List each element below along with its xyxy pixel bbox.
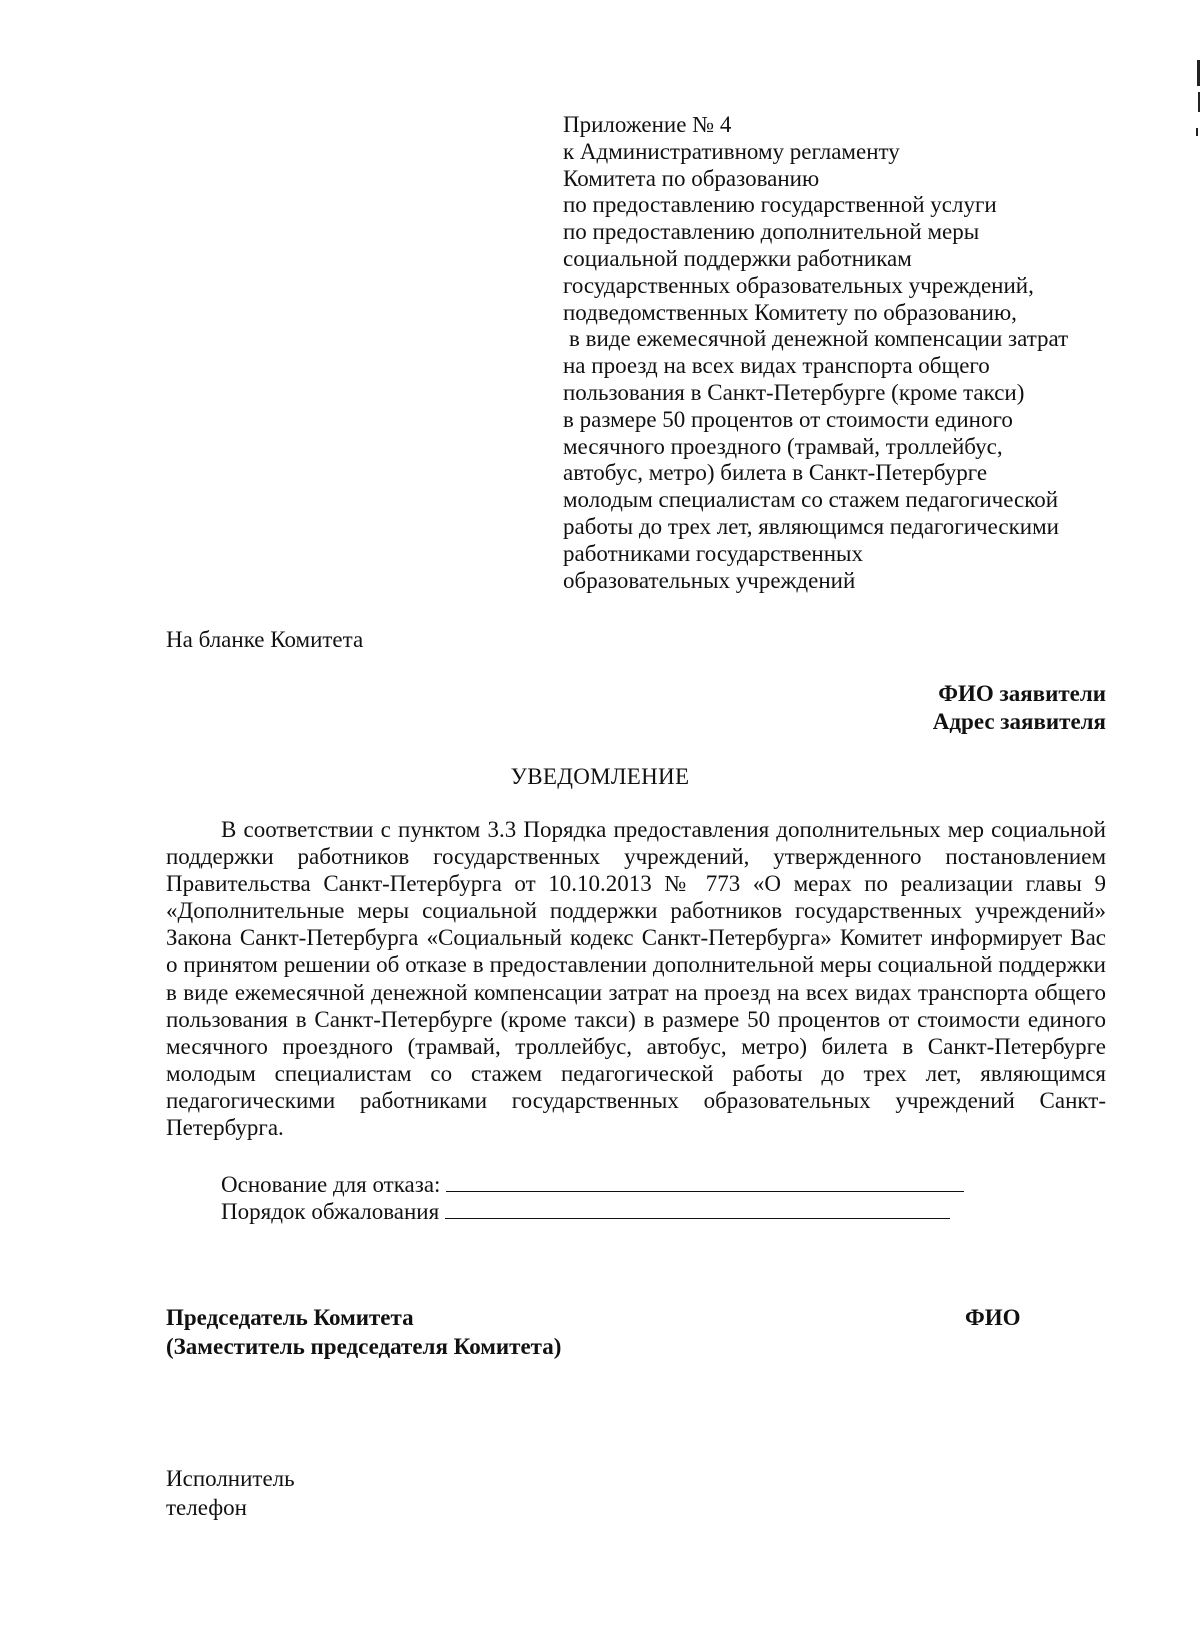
executor-label: Исполнитель xyxy=(166,1466,295,1491)
refusal-reason-row xyxy=(221,1171,964,1198)
appendix-line: государственных образовательных учреждений, xyxy=(563,272,1034,298)
appendix-line: образовательных учреждений xyxy=(563,567,856,593)
appendix-line: по предоставлению дополнительной меры xyxy=(563,219,980,245)
appendix-line: в виде ежемесячной денежной компенсации затрат xyxy=(569,326,1069,352)
appendix-line: месячного проездного (трамвай, троллейбус, xyxy=(563,433,1003,459)
executor-block xyxy=(166,1464,295,1522)
appendix-block xyxy=(563,112,1123,594)
applicant-name: ФИО заявители xyxy=(938,681,1106,706)
refusal-reason-label: Основание для отказа: xyxy=(221,1172,441,1197)
applicant-address: Адрес заявителя xyxy=(932,709,1106,734)
appendix-line: в размере 50 процентов от стоимости единого xyxy=(563,406,1013,432)
signatory-name: ФИО xyxy=(965,1305,1021,1330)
appendix-line: подведомственных Комитету по образованию, xyxy=(563,299,1017,325)
executor-phone: телефон xyxy=(166,1495,247,1520)
appendix-line: молодым специалистам со стажем педагогической xyxy=(563,487,1059,513)
signatory-title: Председатель Комитета xyxy=(166,1305,414,1330)
appendix-line: работниками государственных xyxy=(563,540,863,566)
document-title: УВЕДОМЛЕНИЕ xyxy=(510,764,690,789)
appeal-procedure-blank xyxy=(445,1198,950,1219)
appendix-line: Приложение № 4 xyxy=(563,112,732,137)
appendix-line: к Административному регламенту xyxy=(563,138,900,164)
appendix-line: пользования в Санкт-Петербурге (кроме такси) xyxy=(563,379,1025,405)
appendix-line: Комитета по образованию xyxy=(563,165,820,191)
refusal-reason-blank xyxy=(446,1171,964,1192)
appendix-line: социальной поддержки работникам xyxy=(563,245,912,271)
applicant-block xyxy=(933,680,1106,736)
appendix-line: работы до трех лет, являющимся педагогическими xyxy=(563,513,1059,539)
appeal-procedure-row xyxy=(221,1198,950,1225)
appeal-procedure-label: Порядок обжалования xyxy=(221,1199,440,1224)
signatory-deputy: (Заместитель председателя Комитета) xyxy=(166,1334,562,1359)
appendix-line: на проезд на всех видах транспорта общего xyxy=(563,353,990,379)
appendix-line: по предоставлению государственной услуги xyxy=(563,192,997,218)
scan-artifact xyxy=(1196,128,1198,136)
signatory-position xyxy=(166,1303,561,1361)
appendix-line: автобус, метро) билета в Санкт-Петербурге xyxy=(563,460,988,486)
letterhead-note: На бланке Комитета xyxy=(166,627,364,652)
notification-body: В соответствии с пунктом 3.3 Порядка предоставления дополнительных мер социальной поддержки работников государственных учреждений, утвержденного постановлением Правительства Санкт-Петербурга от 10.10.2013 № 773 «О мерах по реализации главы 9 «Дополнительные меры социальной поддержки работников государственных учреждений» Закона Санкт-Петербурга «Социальный кодекс Санкт-Петербурга» Комитет информирует Вас о принятом решении об отказе в предоставлении дополнительной меры социальной поддержки в виде ежемесячной денежной компенсации затрат на проезд на всех видах транспорта общего пользования в Санкт-Петербурге (кроме такси) в размере 50 процентов от стоимости единого месячного проездного (трамвай, троллейбус, автобус, метро) билета в Санкт-Петербурге молодым специалистам со стажем педагогической работы до трех лет, являющимся педагогическими работниками государственных образовательных учреждений Санкт-Петербурга. xyxy=(166,817,1106,1141)
